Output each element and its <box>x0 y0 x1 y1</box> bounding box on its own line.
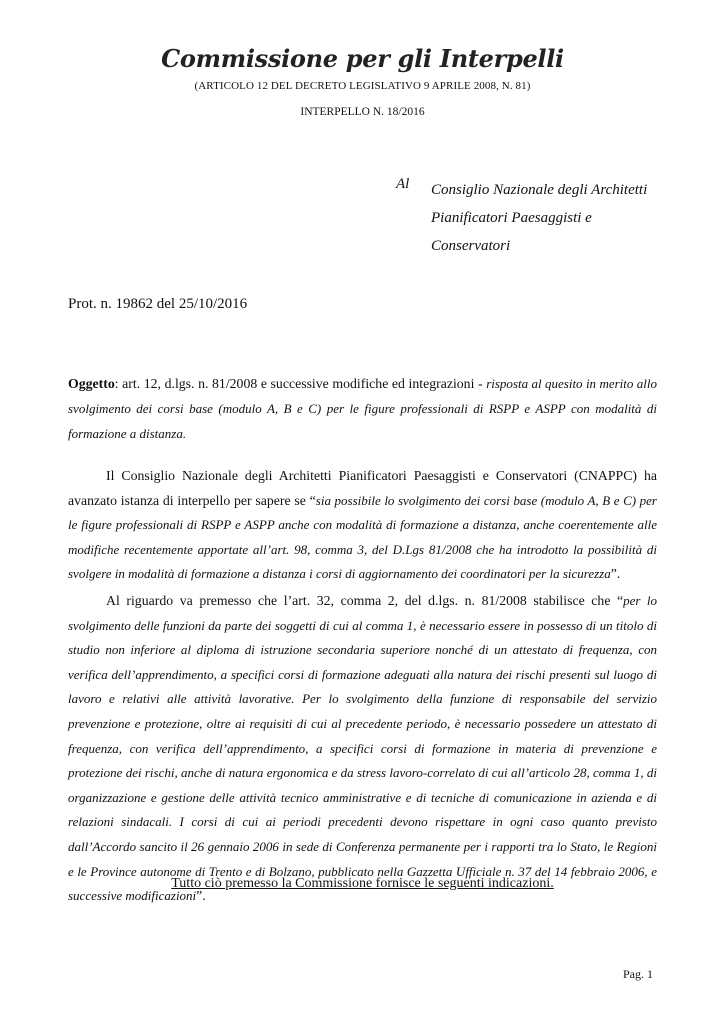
subject-text: : art. 12, d.lgs. n. 81/2008 e successive modifiche ed integrazioni - <box>114 376 487 391</box>
quoted-text: per lo svolgimento delle funzioni da parte dei soggetti di cui al comma 1, è necessario essere in possesso di un titolo di studio non inferiore al diploma di istruzione secondaria superiore nonché di un attestato di frequenza, con verifica dell’apprendimento, a specifici corsi di formazione adeguati alla natura dei rischi presenti sul luogo di lavoro e relativi alle attività lavorative. Per lo svolgimento della funzione di responsabile del servizio prevenzione e protezione, oltre ai requisiti di cui al precedente periodo, è necessario possedere un attestato di frequenza, con verifica dell’apprendimento, a specifici corsi di formazione in materia di prevenzione e protezione dei rischi, anche di natura ergonomica e da stress lavoro-correlato di cui all’articolo 28, comma 1, di organizzazione e gestione delle attività tecnico amministrative e di tecniche di comunicazione in azienda e di relazioni sindacali. I corsi di cui ai periodi precedenti devono rispettare in ogni caso quanto previsto dall’Accordo sancito il 26 gennaio 2006 in sede di Conferenza permanente per i rapporti tra lo Stato, le Regioni e le Province autonome di Trento e di Bolzano, pubblicato nella Gazzetta Ufficiale n. 37 del 14 febbraio 2006, e successive modificazioni <box>68 592 657 904</box>
conclusion-line: Tutto ciò premesso la Commissione fornisce le seguenti indicazioni. <box>171 876 554 891</box>
paragraph-premise <box>68 589 657 909</box>
paragraph-end: ”. <box>610 566 621 582</box>
paragraph-text: Al riguardo va premesso che l’art. 32, comma 2, del d.lgs. n. 81/2008 stabilisce che “ <box>106 592 624 608</box>
interpello-number: INTERPELLO N. 18/2016 <box>300 106 425 118</box>
recipient-line: Consiglio Nazionale degli Architetti <box>431 182 648 198</box>
paragraph-text: Il Consiglio Nazionale degli Architetti Pianificatori Paesaggisti e Conservatori (CNAPPC) ha avanzato istanza di interpello per sapere se “ <box>68 468 657 508</box>
subject-paragraph <box>68 371 657 446</box>
body-text <box>68 464 657 909</box>
subject-italic-text: risposta al quesito in merito allo svolgimento dei corsi base (modulo A, B e C) per le figure professionali di RSPP e ASPP con modalità di formazione a distanza. <box>68 376 658 441</box>
recipient-block <box>431 176 647 260</box>
document-subtitle: (ARTICOLO 12 DEL DECRETO LEGISLATIVO 9 APRILE 2008, N. 81) <box>194 80 531 92</box>
paragraph-end: ”. <box>196 888 206 904</box>
recipient-line: Pianificatori Paesaggisti e <box>431 210 592 226</box>
document-title: Commissione per gli Interpelli <box>161 44 564 73</box>
protocol-number: Prot. n. 19862 del 25/10/2016 <box>68 296 248 312</box>
quoted-text: sia possibile lo svolgimento dei corsi base (modulo A, B e C) per le figure professionali di RSPP e ASPP anche con modalità di formazione a distanza, anche coerentemente alle modifiche recentemente apportate all’art. 98, comma 3, del D.Lgs 81/2008 che ha introdotto la possibilità di svolgere in modalità di formazione a distanza i corsi di aggiornamento dei coordinatori per la sicurezza <box>68 492 657 582</box>
recipient-line: Conservatori <box>431 238 511 254</box>
recipient-prefix: Al <box>396 176 410 192</box>
paragraph-request <box>68 464 657 587</box>
page-number: Pag. 1 <box>623 967 653 981</box>
subject-label: Oggetto <box>68 376 115 391</box>
